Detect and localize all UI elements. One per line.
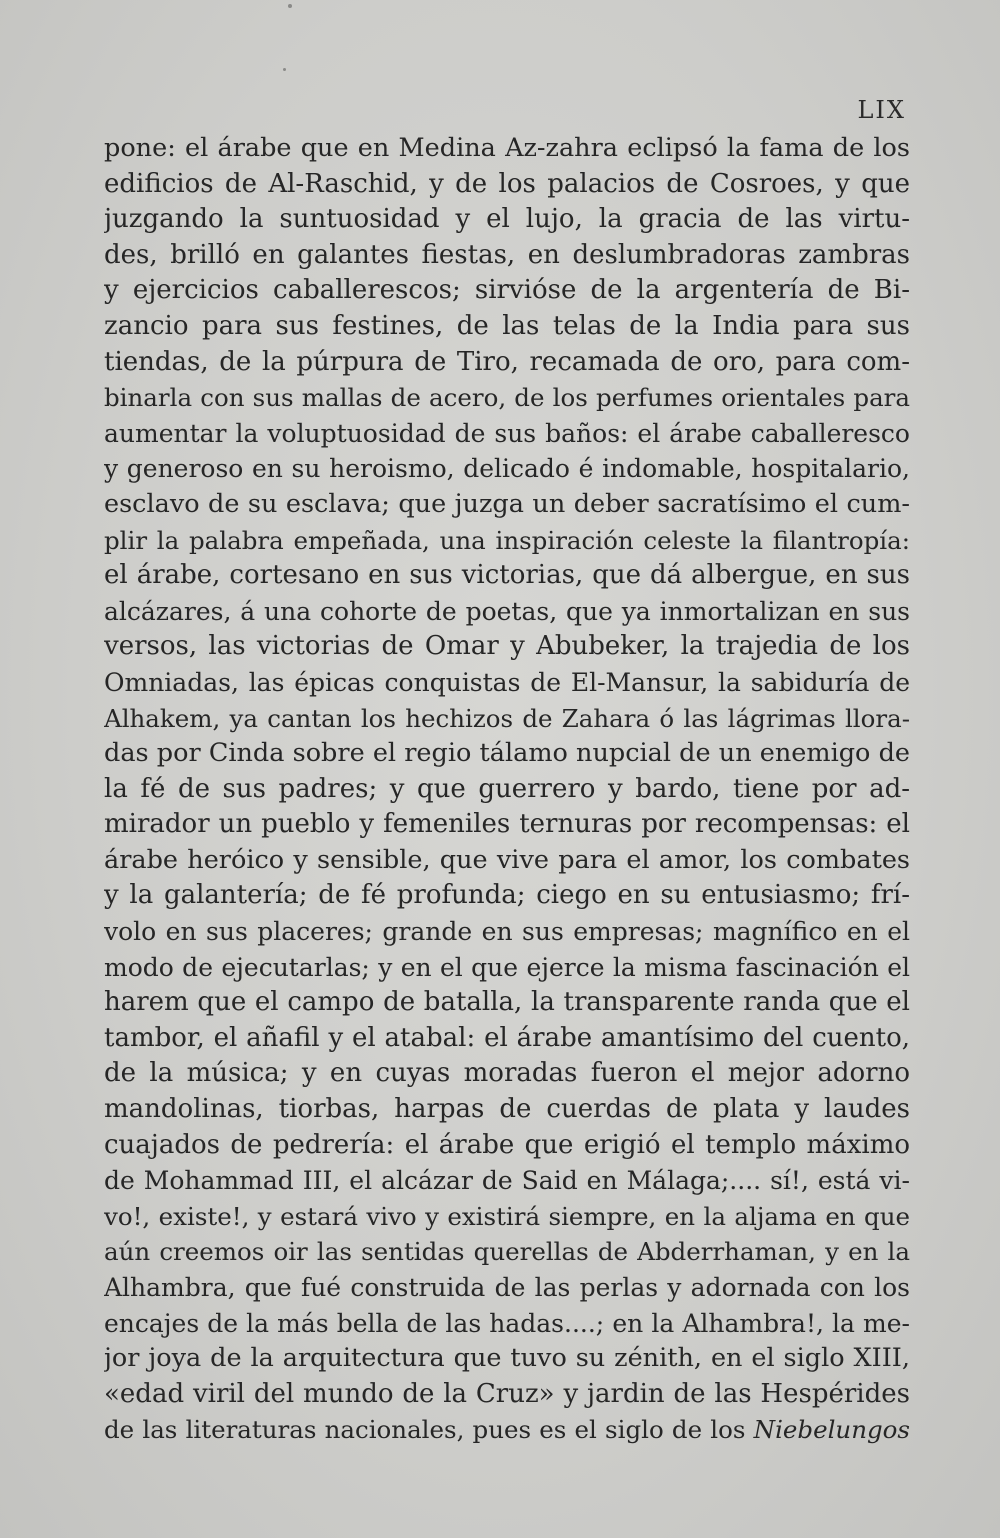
text-line: harem que el campo de batalla, la transparente randa que el bbox=[104, 987, 910, 1018]
text-line: Alhakem, ya cantan los hechizos de Zahara ó las lágrimas llora- bbox=[104, 703, 910, 733]
text-line: y ejercicios caballerescos; sirvióse de la argentería de Bi- bbox=[104, 275, 910, 306]
paper-speck bbox=[288, 4, 292, 8]
text-line: pone: el árabe que en Medina Az-zahra eclipsó la fama de los bbox=[104, 133, 910, 163]
text-line: y la galantería; de fé profunda; ciego en su entusiasmo; frí- bbox=[104, 880, 910, 911]
body-text bbox=[104, 131, 910, 1448]
text-line: vo!, existe!, y estará vivo y existirá siempre, en la aljama en que bbox=[104, 1201, 910, 1231]
page-number: LIX bbox=[857, 96, 906, 124]
text-line: cuajados de pedrería: el árabe que erigió el templo máximo bbox=[104, 1129, 910, 1160]
text-line: tiendas, de la púrpura de Tiro, recamada de oro, para com- bbox=[104, 346, 910, 377]
text-line: modo de ejecutarlas; y en el que ejerce la misma fascinación el bbox=[104, 952, 910, 982]
text-line: mandolinas, tiorbas, harpas de cuerdas de plata y laudes bbox=[104, 1094, 910, 1125]
text-line: Omniadas, las épicas conquistas de El-Mansur, la sabiduría de bbox=[104, 667, 910, 697]
text-line: Alhambra, que fué construida de las perlas y adornada con los bbox=[104, 1273, 910, 1302]
text-line: binarla con sus mallas de acero, de los perfumes orientales para bbox=[104, 383, 910, 413]
text-line: des, brilló en galantes fiestas, en deslumbradoras zambras bbox=[104, 239, 910, 270]
text-line: jor joya de la arquitectura que tuvo su zénith, en el siglo XIII, bbox=[104, 1343, 910, 1374]
paper-speck bbox=[283, 68, 286, 71]
text-line: la fé de sus padres; y que guerrero y bardo, tiene por ad- bbox=[104, 773, 910, 804]
text-line: encajes de la más bella de las hadas....; en la Alhambra!, la me- bbox=[104, 1308, 910, 1338]
text-line: aún creemos oir las sentidas querellas de Abderrhaman, y en la bbox=[104, 1237, 910, 1267]
text-line: edificios de Al-Raschid, y de los palacios de Cosroes, y que bbox=[104, 168, 910, 199]
text-line: das por Cinda sobre el regio tálamo nupcial de un enemigo de bbox=[104, 738, 910, 769]
text-line: alcázares, á una cohorte de poetas, que ya inmortalizan en sus bbox=[104, 596, 910, 626]
text-line-last bbox=[104, 1412, 910, 1448]
text-line: aumentar la voluptuosidad de sus baños: el árabe caballeresco bbox=[104, 418, 910, 448]
text-line: y generoso en su heroismo, delicado é indomable, hospitalario, bbox=[104, 454, 910, 484]
text-line: árabe heróico y sensible, que vive para el amor, los combates bbox=[104, 844, 910, 875]
text-line: zancio para sus festines, de las telas de la India para sus bbox=[104, 310, 910, 341]
text-line: el árabe, cortesano en sus victorias, que dá albergue, en sus bbox=[104, 560, 910, 591]
text-line: mirador un pueblo y femeniles ternuras por recompensas: el bbox=[104, 809, 910, 840]
text-line: de Mohammad III, el alcázar de Said en Málaga;.... sí!, está vi- bbox=[104, 1166, 910, 1196]
text-line: versos, las victorias de Omar y Abubeker, la trajedia de los bbox=[104, 631, 910, 662]
last-line-text: de las literaturas nacionales, pues es el siglo de los bbox=[104, 1415, 746, 1445]
text-line: plir la palabra empeñada, una inspiración celeste la filantropía: bbox=[104, 525, 910, 555]
italic-term: Niebelungos bbox=[753, 1415, 910, 1445]
text-line: de la música; y en cuyas moradas fueron el mejor adorno bbox=[104, 1058, 910, 1089]
text-line: volo en sus placeres; grande en sus empresas; magnífico en el bbox=[104, 917, 910, 947]
text-line: esclavo de su esclava; que juzga un deber sacratísimo el cum- bbox=[104, 488, 910, 519]
text-line: juzgando la suntuosidad y el lujo, la gracia de las virtu- bbox=[104, 204, 910, 235]
text-line: tambor, el añafil y el atabal: el árabe amantísimo del cuento, bbox=[104, 1022, 910, 1053]
text-line: «edad viril del mundo de la Cruz» y jardin de las Hespérides bbox=[104, 1378, 910, 1409]
